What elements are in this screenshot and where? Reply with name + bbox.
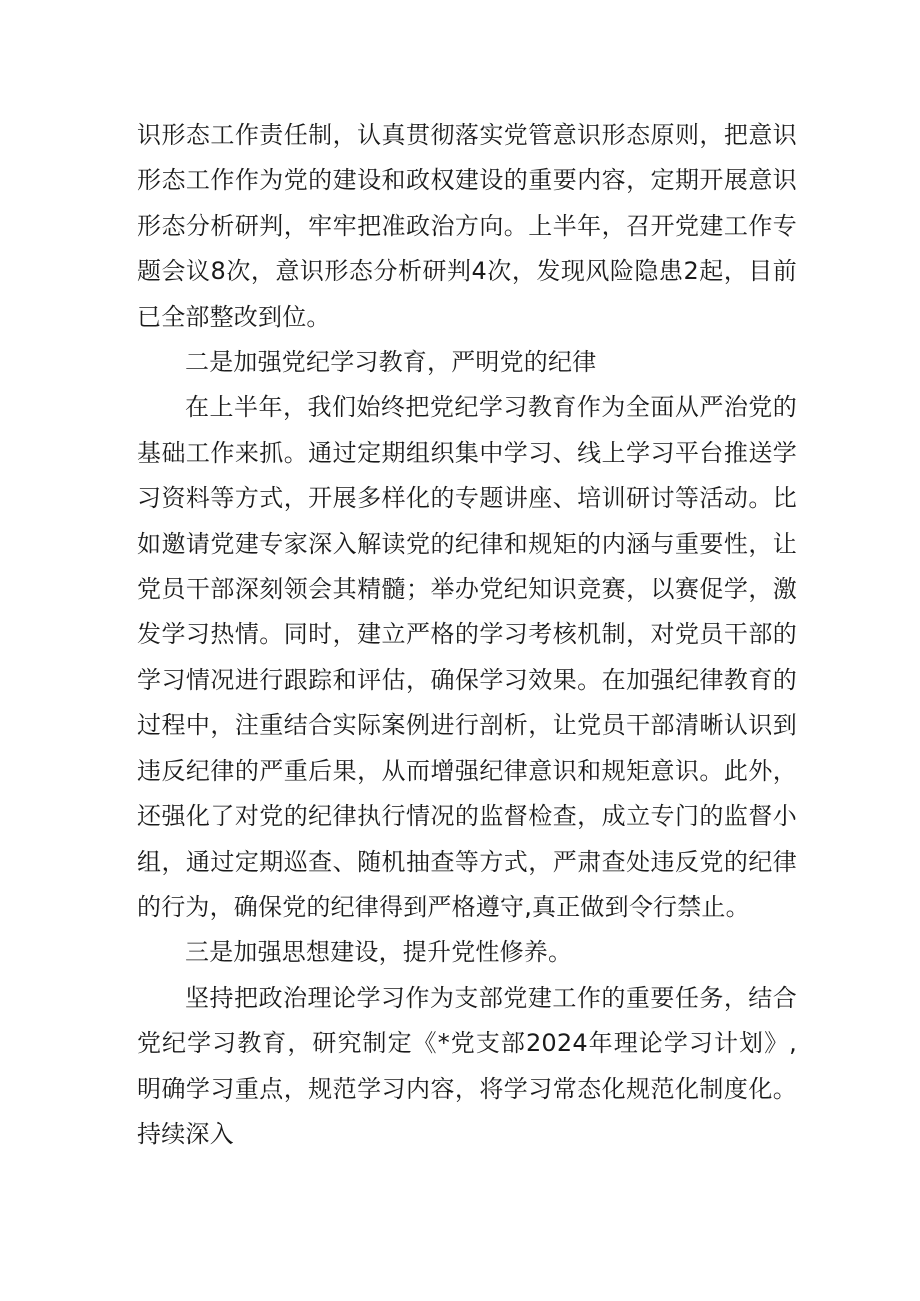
document-body [137,113,797,1157]
paragraph-theory-study: 坚持把政治理论学习作为支部党建工作的重要任务，结合党纪学习教育，研究制定《*党支部2024年理论学习计划》,明确学习重点，规范学习内容，将学习常态化规范化制度化。持续深入 [137,983,797,1148]
paragraph-discipline-education: 在上半年，我们始终把党纪学习教育作为全面从严治党的基础工作来抓。通过定期组织集中学习、线上学习平台推送学习资料等方式，开展多样化的专题讲座、培训研讨等活动。比如邀请党建专家深入解读党的纪律和规矩的内涵与重要性，让党员干部深刻领会其精髓；举办党纪知识竞赛，以赛促学，激发学习热情。同时，建立严格的学习考核机制，对党员干部的学习情况进行跟踪和评估，确保学习效果。在加强纪律教育的过程中，注重结合实际案例进行剖析，让党员干部清晰认识到违反纪律的严重后果，从而增强纪律意识和规矩意识。此外，还强化了对党的纪律执行情况的监督检查，成立专门的监督小组，通过定期巡查、随机抽查等方式，严肃查处违反党的纪律的行为，确保党的纪律得到严格遵守,真正做到令行禁止。 [137,393,797,921]
paragraph-continued: 识形态工作责任制，认真贯彻落实党管意识形态原则，把意识形态工作作为党的建设和政权建设的重要内容，定期开展意识形态分析研判，牢牢把准政治方向。上半年，召开党建工作专题会议8次，意识形态分析研判4次，发现风险隐患2起，目前已全部整改到位。 [137,121,797,331]
section-heading-3: 三是加强思想建设，提升党性修养。 [185,938,573,967]
section-heading-2: 二是加强党纪学习教育，严明党的纪律 [185,348,597,377]
